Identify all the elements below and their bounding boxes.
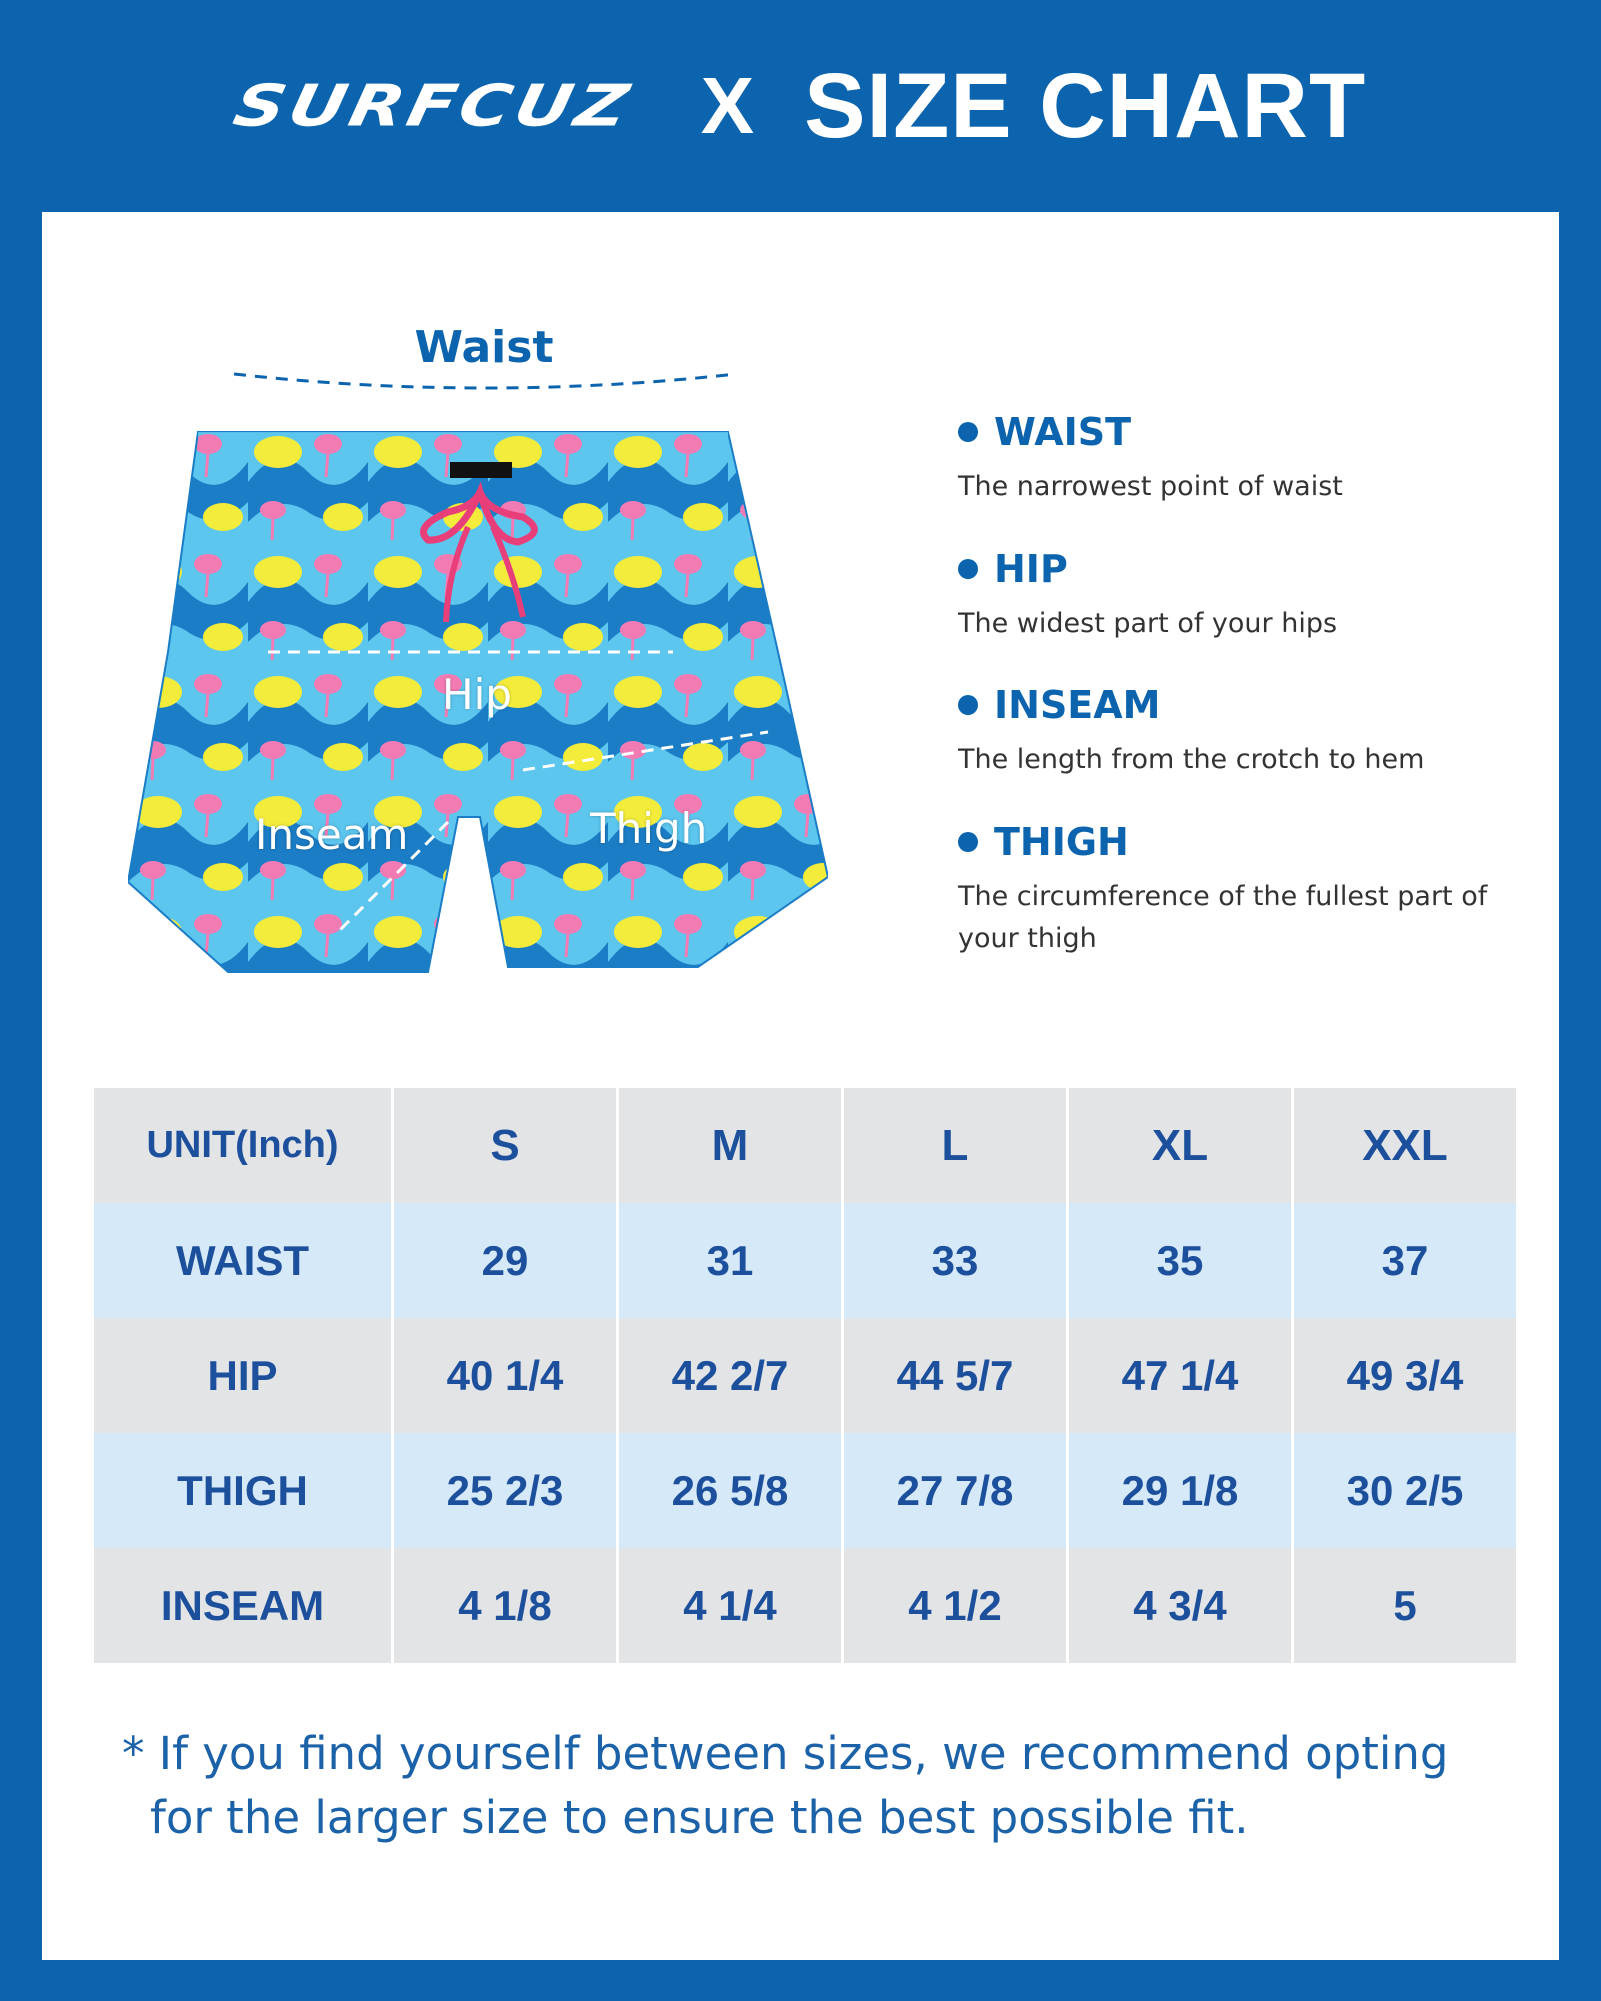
- table-cell: 40 1/4: [393, 1318, 618, 1433]
- header-separator: X: [700, 61, 755, 150]
- table-cell: 5: [1293, 1548, 1517, 1663]
- table-row: [94, 1433, 1516, 1548]
- row-label: THIGH: [94, 1433, 393, 1548]
- table-cell: 49 3/4: [1293, 1318, 1517, 1433]
- page-title: SIZE CHART: [804, 54, 1367, 157]
- table-cell: 42 2/7: [618, 1318, 843, 1433]
- table-cell: 4 1/4: [618, 1548, 843, 1663]
- table-cell: 37: [1293, 1203, 1517, 1318]
- table-cell: 35: [1068, 1203, 1293, 1318]
- table-header-row: [94, 1088, 1516, 1203]
- header-banner: [0, 0, 1601, 212]
- waist-label: Waist: [414, 322, 554, 373]
- table-cell: 33: [843, 1203, 1068, 1318]
- table-row: [94, 1203, 1516, 1318]
- table-row: [94, 1548, 1516, 1663]
- bullet-icon: [958, 422, 978, 442]
- hip-label: Hip: [442, 670, 512, 719]
- table-cell: 4 1/8: [393, 1548, 618, 1663]
- table-cell: 44 5/7: [843, 1318, 1068, 1433]
- definition-waist: WAIST The narrowest point of waist: [958, 410, 1343, 502]
- table-cell: 4 1/2: [843, 1548, 1068, 1663]
- size-table: [94, 1088, 1516, 1663]
- footnote-line-1: * If you find yourself between sizes, we recommend opting: [122, 1727, 1449, 1780]
- table-header-cell: UNIT(Inch): [94, 1088, 393, 1203]
- waist-measure-line: [230, 370, 740, 400]
- table-header-cell: L: [843, 1088, 1068, 1203]
- inseam-label: Inseam: [255, 810, 409, 859]
- table-cell: 26 5/8: [618, 1433, 843, 1548]
- table-cell: 30 2/5: [1293, 1433, 1517, 1548]
- table-cell: 31: [618, 1203, 843, 1318]
- table-header-cell: S: [393, 1088, 618, 1203]
- table-header-cell: M: [618, 1088, 843, 1203]
- table-cell: 29: [393, 1203, 618, 1318]
- footnote-line-2: for the larger size to ensure the best possible fit.: [150, 1791, 1249, 1844]
- table-cell: 47 1/4: [1068, 1318, 1293, 1433]
- thigh-label: Thigh: [590, 804, 708, 853]
- definition-hip: HIP The widest part of your hips: [958, 547, 1338, 639]
- table-header-cell: XL: [1068, 1088, 1293, 1203]
- table-row: [94, 1318, 1516, 1433]
- definition-thigh: THIGH The circumference of the fullest part of your thigh: [958, 820, 1488, 954]
- row-label: INSEAM: [94, 1548, 393, 1663]
- table-cell: 4 3/4: [1068, 1548, 1293, 1663]
- brand-logo: SURFCUZ: [227, 72, 638, 140]
- table-header-cell: XXL: [1293, 1088, 1517, 1203]
- row-label: WAIST: [94, 1203, 393, 1318]
- sizing-footnote: [122, 1722, 1522, 1850]
- bullet-icon: [958, 695, 978, 715]
- table-cell: 27 7/8: [843, 1433, 1068, 1548]
- row-label: HIP: [94, 1318, 393, 1433]
- definition-inseam: INSEAM The length from the crotch to hem: [958, 683, 1425, 775]
- bullet-icon: [958, 559, 978, 579]
- bullet-icon: [958, 832, 978, 852]
- table-cell: 29 1/8: [1068, 1433, 1293, 1548]
- table-cell: 25 2/3: [393, 1433, 618, 1548]
